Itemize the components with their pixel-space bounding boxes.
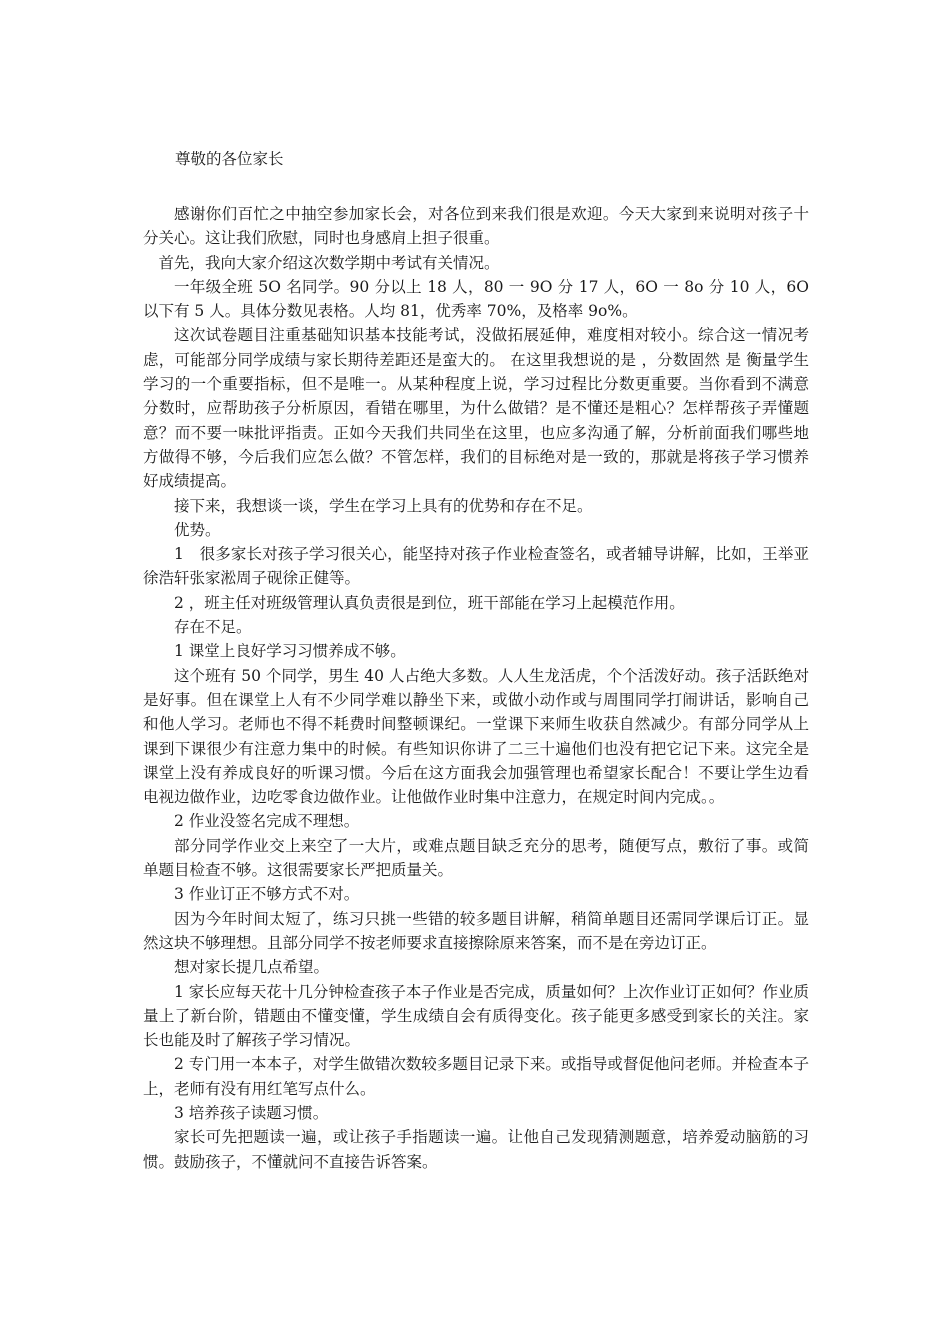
list-item-advantage-1: 1 很多家长对孩子学习很关心，能坚持对孩子作业检查签名，或者辅导讲解，比如，王举亚徐浩轩张家淞周子砚徐正健等。: [143, 545, 809, 588]
letter-salutation: 尊敬的各位家长: [175, 150, 284, 168]
list-item-hope-2: 2 专门用一本本子，对学生做错次数较多题目记录下来。或指导或督促他问老师。并检查本子上，老师有没有用红笔写点什么。: [143, 1055, 809, 1098]
heading-shortcomings: 存在不足。: [174, 618, 252, 637]
list-item-shortcoming-2: 2 作业没签名完成不理想。: [174, 812, 360, 831]
paragraph-intro: 首先，我向大家介绍这次数学期中考试有关情况。: [158, 253, 500, 272]
list-item-shortcoming-1: 1 课堂上良好学习习惯养成不够。: [174, 642, 406, 661]
list-item-shortcoming-3: 3 作业订正不够方式不对。: [174, 885, 360, 904]
paragraph-homework: 部分同学作业交上来空了一大片，或难点题目缺乏充分的思考，随便写点，敷衍了事。或简单题目检查不够。这很需要家长严把质量关。: [143, 836, 809, 880]
list-item-hope-1: 1 家长应每天花十几分钟检查孩子本子作业是否完成，质量如何？上次作业订正如何？作业质量上了新台阶，错题由不懂变懂，学生成绩自会有质得变化。孩子能更多感受到家长的关注。家长也能及时了解孩子学习情况。: [143, 982, 809, 1050]
paragraph-exam-analysis: 这次试卷题目注重基础知识基本技能考试，没做拓展延伸，难度相对较小。综合这一情况考虑，可能部分同学成绩与家长期待差距还是蛮大的。 在这里我想说的是 ，分数固然 是 衡量学生学习的一个重要指标，但不是唯一。从某种程度上说，学习过程比分数更重要。当你看到不满意分数时，应帮助孩子分析原因，看错在哪里，为什么做错？是不懂还是粗心？怎样帮孩子弄懂题意？而不要一味批评指责。正如今天我们共同坐在这里，也应多沟通了解，分析前面我们哪些地方做得不够，今后我们应怎么做？不管怎样，我们的目标绝对是一致的，那就是将孩子学习惯养好成绩提高。: [143, 326, 809, 491]
paragraph-corrections: 因为今年时间太短了，练习只挑一些错的较多题目讲解，稍简单题目还需同学课后订正。显然这块不够理想。且部分同学不按老师要求直接擦除原来答案，而不是在旁边订正。: [143, 909, 809, 952]
letter-body: [143, 202, 809, 1174]
paragraph-next: 接下来，我想谈一谈，学生在学习上具有的优势和存在不足。: [174, 496, 593, 515]
paragraph-reading-habit: 家长可先把题读一遍，或让孩子手指题读一遍。让他自己发现猜测题意，培养爱动脑筋的习惯。鼓励孩子，不懂就问不直接告诉答案。: [143, 1128, 809, 1171]
paragraph-classroom: 这个班有 50 个同学，男生 40 人占绝大多数。人人生龙活虎，个个活泼好动。孩子活跃绝对是好事。但在课堂上人有不少同学难以静坐下来，或做小动作或与周围同学打闹讲话，影响自己和他人学习。老师也不得不耗费时间整顿课纪。一堂课下来师生收获自然减少。有部分同学从上课到下课很少有注意力集中的时候。有些知识你讲了二三十遍他们也没有把它记下来。这完全是课堂上没有养成良好的听课习惯。今后在这方面我会加强管理也希望家长配合！不要让学生边看电视边做作业，边吃零食边做作业。让他做作业时集中注意力，在规定时间内完成。。: [143, 666, 809, 807]
paragraph-scores: 一年级全班 5O 名同学。90 分以上 18 人，80 一 9O 分 17 人，6O 一 8o 分 10 人，6O 以下有 5 人。具体分数见表格。人均 81，优秀率 70%，及格率 9o%。: [143, 277, 809, 321]
heading-hopes: 想对家长提几点希望。: [174, 958, 330, 977]
list-item-hope-3: 3 培养孩子读题习惯。: [174, 1103, 329, 1122]
heading-advantages: 优势。: [174, 520, 221, 539]
list-item-advantage-2: 2 ，班主任对班级管理认真负责很是到位，班干部能在学习上起模范作用。: [174, 593, 685, 612]
paragraph-thanks: 感谢你们百忙之中抽空参加家长会，对各位到来我们很是欢迎。今天大家到来说明对孩子十分关心。这让我们欣慰，同时也身感肩上担子很重。: [143, 205, 809, 248]
